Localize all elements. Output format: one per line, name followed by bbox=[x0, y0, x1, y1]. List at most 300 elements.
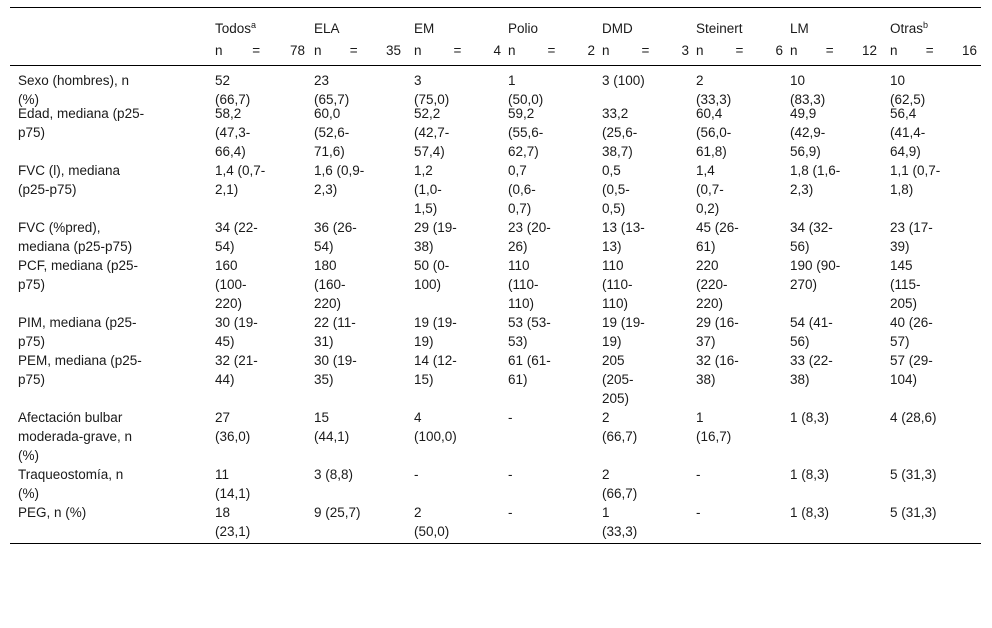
table-cell bbox=[508, 503, 513, 522]
cell-line: 2 bbox=[602, 467, 610, 482]
column-name bbox=[414, 18, 501, 40]
cell-line: (110- bbox=[508, 277, 539, 292]
table-cell bbox=[508, 408, 513, 427]
cell-line: 5 (31,3) bbox=[890, 505, 937, 520]
cell-line: 32 (16- bbox=[696, 353, 739, 368]
cell-line: 30 (19- bbox=[215, 315, 258, 330]
cell-line: (115- bbox=[890, 277, 921, 292]
cell-line: 61,8) bbox=[696, 144, 727, 159]
table-cell bbox=[790, 313, 833, 351]
column-name-text: Polio bbox=[508, 21, 539, 36]
table-cell bbox=[890, 408, 937, 427]
row-label-line: Afectación bulbar bbox=[18, 410, 123, 425]
table-cell bbox=[314, 408, 349, 446]
cell-line: 37) bbox=[696, 334, 716, 349]
table-cell bbox=[696, 465, 701, 484]
column-header bbox=[790, 18, 877, 62]
row-label-line: moderada-grave, n bbox=[18, 429, 133, 444]
cell-line: (33,3) bbox=[602, 524, 638, 539]
table-cell bbox=[602, 256, 633, 313]
row-label bbox=[18, 161, 178, 199]
row-label bbox=[18, 503, 178, 522]
table-cell bbox=[602, 408, 637, 446]
row-label-line: p75) bbox=[18, 372, 46, 387]
table-cell bbox=[890, 313, 933, 351]
column-header bbox=[508, 18, 595, 62]
table-cell bbox=[696, 218, 739, 256]
column-name-text: Otras bbox=[890, 21, 924, 36]
column-sample-size bbox=[314, 40, 401, 62]
equals-sign: = bbox=[641, 43, 650, 58]
cell-line: 1 (8,3) bbox=[790, 505, 830, 520]
cell-line: 110) bbox=[602, 296, 629, 311]
footnote-marker: a bbox=[251, 20, 257, 30]
cell-line: 58,2 bbox=[215, 106, 242, 121]
table-row bbox=[10, 351, 981, 408]
table-cell bbox=[314, 104, 349, 161]
cell-line: (66,7) bbox=[602, 429, 638, 444]
table-cell bbox=[414, 465, 419, 484]
cell-line: 56,9) bbox=[790, 144, 821, 159]
cell-line: (42,7- bbox=[414, 125, 450, 140]
cell-line: 34 (32- bbox=[790, 220, 833, 235]
cell-line: (50,0) bbox=[414, 524, 450, 539]
cell-line: 45) bbox=[215, 334, 235, 349]
cell-line: (47,3- bbox=[215, 125, 251, 140]
column-name-text: Todos bbox=[215, 21, 252, 36]
column-name-text: ELA bbox=[314, 21, 340, 36]
cell-line: (62,5) bbox=[890, 92, 926, 107]
cell-line: 35) bbox=[314, 372, 334, 387]
equals-sign: = bbox=[252, 43, 261, 58]
table-cell bbox=[890, 465, 937, 484]
cell-line: 2,3) bbox=[790, 182, 814, 197]
cell-line: 61) bbox=[696, 239, 716, 254]
table-cell bbox=[314, 256, 346, 313]
table-cell bbox=[602, 351, 634, 408]
cell-line: 60,0 bbox=[314, 106, 341, 121]
cell-line: 29 (19- bbox=[414, 220, 457, 235]
table-cell bbox=[790, 218, 833, 256]
table-cell bbox=[314, 161, 364, 199]
cell-line: (220- bbox=[696, 277, 728, 292]
equals-sign: = bbox=[825, 43, 834, 58]
table-cell bbox=[508, 218, 551, 256]
table-cell bbox=[696, 104, 731, 161]
table-cell bbox=[215, 408, 250, 446]
cell-line: 38) bbox=[696, 372, 716, 387]
row-label bbox=[18, 104, 178, 142]
cell-line: (110- bbox=[602, 277, 633, 292]
row-label-line: PEG, n (%) bbox=[18, 505, 87, 520]
n-value: 12 bbox=[861, 43, 877, 58]
n-value: 4 bbox=[493, 43, 501, 58]
cell-line: 38) bbox=[414, 239, 434, 254]
cell-line: 57) bbox=[890, 334, 910, 349]
table-cell bbox=[696, 351, 739, 389]
cell-line: 29 (16- bbox=[696, 315, 739, 330]
footnote-marker: b bbox=[923, 20, 929, 30]
cell-line: 19) bbox=[602, 334, 622, 349]
table-cell bbox=[696, 408, 731, 446]
row-label bbox=[18, 408, 178, 465]
cell-line: 104) bbox=[890, 372, 918, 387]
cell-line: 66,4) bbox=[215, 144, 246, 159]
table-cell bbox=[314, 465, 353, 484]
cell-line: - bbox=[696, 467, 701, 482]
cell-line: (14,1) bbox=[215, 486, 251, 501]
cell-line: 32 (21- bbox=[215, 353, 258, 368]
cell-line: 190 (90- bbox=[790, 258, 841, 273]
cell-line: 220 bbox=[696, 258, 719, 273]
table-cell bbox=[508, 256, 539, 313]
column-sample-size bbox=[508, 40, 595, 62]
table-cell bbox=[414, 351, 457, 389]
equals-sign: = bbox=[547, 43, 556, 58]
cell-line: (100,0) bbox=[414, 429, 457, 444]
table-row bbox=[10, 503, 981, 543]
table-body bbox=[10, 66, 981, 543]
table-row bbox=[10, 408, 981, 465]
table-cell bbox=[790, 503, 829, 522]
column-header bbox=[215, 18, 305, 62]
table-row bbox=[10, 256, 981, 313]
cell-line: 1,2 bbox=[414, 163, 433, 178]
cell-line: (0,5- bbox=[602, 182, 630, 197]
cell-line: 2 bbox=[414, 505, 422, 520]
table-cell bbox=[414, 503, 449, 541]
cell-line: 60,4 bbox=[696, 106, 723, 121]
cell-line: 145 bbox=[890, 258, 913, 273]
table-cell bbox=[602, 313, 645, 351]
equals-sign: = bbox=[925, 43, 934, 58]
cell-line: (23,1) bbox=[215, 524, 251, 539]
row-label bbox=[18, 351, 178, 389]
row-label-line: Traqueostomía, n bbox=[18, 467, 124, 482]
cell-line: 31) bbox=[314, 334, 334, 349]
cell-line: 11 bbox=[215, 467, 230, 482]
table-cell bbox=[790, 256, 840, 294]
table-cell bbox=[696, 503, 701, 522]
cell-line: 62,7) bbox=[508, 144, 539, 159]
cell-line: 180 bbox=[314, 258, 337, 273]
table-cell bbox=[215, 313, 258, 351]
table-cell bbox=[890, 161, 940, 199]
cell-line: 1,8 (1,6- bbox=[790, 163, 841, 178]
table-cell bbox=[602, 161, 630, 218]
cell-line: 33,2 bbox=[602, 106, 629, 121]
table-cell bbox=[414, 161, 442, 218]
cell-line: 1,5) bbox=[414, 201, 438, 216]
n-symbol: n bbox=[890, 43, 898, 58]
column-header bbox=[602, 18, 689, 62]
column-name bbox=[790, 18, 877, 40]
cell-line: 1 bbox=[508, 73, 516, 88]
cell-line: (0,7- bbox=[696, 182, 724, 197]
table-cell bbox=[696, 256, 728, 313]
column-sample-size bbox=[790, 40, 877, 62]
cell-line: 59,2 bbox=[508, 106, 535, 121]
cell-line: (44,1) bbox=[314, 429, 350, 444]
cell-line: 1 (8,3) bbox=[790, 410, 830, 425]
cell-line: 15) bbox=[414, 372, 434, 387]
cell-line: 50 (0- bbox=[414, 258, 450, 273]
table-cell bbox=[602, 218, 645, 256]
table-cell bbox=[314, 218, 357, 256]
cell-line: 54) bbox=[215, 239, 235, 254]
cell-line: 38,7) bbox=[602, 144, 633, 159]
cell-line: 3 bbox=[414, 73, 422, 88]
cell-line: 205 bbox=[602, 353, 625, 368]
table-cell bbox=[414, 408, 457, 446]
cell-line: 205) bbox=[890, 296, 918, 311]
cell-line: 19 (19- bbox=[414, 315, 457, 330]
cell-line: (41,4- bbox=[890, 125, 926, 140]
cell-line: 27 bbox=[215, 410, 231, 425]
cell-line: - bbox=[696, 505, 701, 520]
table-row bbox=[10, 218, 981, 256]
column-name bbox=[602, 18, 689, 40]
n-value: 2 bbox=[587, 43, 595, 58]
n-symbol: n bbox=[414, 43, 422, 58]
table-cell bbox=[215, 351, 258, 389]
row-label-line: PEM, mediana (p25- bbox=[18, 353, 142, 368]
table-cell bbox=[890, 218, 933, 256]
cell-line: 71,6) bbox=[314, 144, 345, 159]
cell-line: 26) bbox=[508, 239, 528, 254]
row-label-line: FVC (l), mediana bbox=[18, 163, 121, 178]
row-label-line: PIM, mediana (p25- bbox=[18, 315, 137, 330]
row-label-line: p75) bbox=[18, 125, 46, 140]
table-row bbox=[10, 161, 981, 218]
table-cell bbox=[602, 104, 637, 161]
cell-line: (0,6- bbox=[508, 182, 536, 197]
cell-line: 19) bbox=[414, 334, 434, 349]
column-header bbox=[696, 18, 783, 62]
column-sample-size bbox=[696, 40, 783, 62]
table-cell bbox=[508, 104, 543, 161]
cell-line: 36 (26- bbox=[314, 220, 357, 235]
table-cell bbox=[508, 351, 551, 389]
cell-line: 220) bbox=[215, 296, 243, 311]
row-label bbox=[18, 256, 178, 294]
column-header bbox=[890, 18, 977, 62]
n-value: 3 bbox=[681, 43, 689, 58]
cell-line: (16,7) bbox=[696, 429, 732, 444]
table-cell bbox=[890, 351, 933, 389]
cell-line: 23 (17- bbox=[890, 220, 933, 235]
row-label bbox=[18, 313, 178, 351]
cell-line: 57 (29- bbox=[890, 353, 933, 368]
row-label-line: (%) bbox=[18, 92, 39, 107]
cell-line: 0,7 bbox=[508, 163, 527, 178]
cell-line: 5 (31,3) bbox=[890, 467, 937, 482]
cell-line: (100- bbox=[215, 277, 247, 292]
table-cell bbox=[215, 218, 258, 256]
cell-line: (205- bbox=[602, 372, 634, 387]
cell-line: (42,9- bbox=[790, 125, 826, 140]
n-symbol: n bbox=[314, 43, 322, 58]
n-value: 35 bbox=[385, 43, 401, 58]
table-cell bbox=[215, 503, 250, 541]
equals-sign: = bbox=[735, 43, 744, 58]
cell-line: 13) bbox=[602, 239, 622, 254]
cell-line: 40 (26- bbox=[890, 315, 933, 330]
cell-line: 0,5) bbox=[602, 201, 626, 216]
cell-line: 39) bbox=[890, 239, 910, 254]
cell-line: 0,2) bbox=[696, 201, 720, 216]
table-cell bbox=[508, 161, 536, 218]
table-cell bbox=[508, 313, 551, 351]
table-cell bbox=[890, 104, 925, 161]
row-label-line: mediana (p25-p75) bbox=[18, 239, 133, 254]
cell-line: (160- bbox=[314, 277, 346, 292]
cell-line: 56,4 bbox=[890, 106, 917, 121]
cell-line: 33 (22- bbox=[790, 353, 833, 368]
cell-line: 2,1) bbox=[215, 182, 239, 197]
cell-line: 15 bbox=[314, 410, 330, 425]
table-cell bbox=[890, 503, 937, 522]
table-cell bbox=[602, 503, 637, 541]
cell-line: 2,3) bbox=[314, 182, 338, 197]
cell-line: 52 bbox=[215, 73, 231, 88]
cell-line: 49,9 bbox=[790, 106, 817, 121]
cell-line: 54 (41- bbox=[790, 315, 833, 330]
table-cell bbox=[790, 408, 829, 427]
table-cell bbox=[696, 161, 724, 218]
cell-line: 64,9) bbox=[890, 144, 921, 159]
table-cell bbox=[314, 503, 361, 522]
table-cell bbox=[215, 161, 265, 199]
row-label-line: (p25-p75) bbox=[18, 182, 77, 197]
equals-sign: = bbox=[349, 43, 358, 58]
column-sample-size bbox=[215, 40, 305, 62]
cell-line: 44) bbox=[215, 372, 235, 387]
cell-line: 23 (20- bbox=[508, 220, 551, 235]
row-label-line: PCF, mediana (p25- bbox=[18, 258, 139, 273]
cell-line: 2 bbox=[602, 410, 610, 425]
n-symbol: n bbox=[602, 43, 610, 58]
column-sample-size bbox=[890, 40, 977, 62]
cell-line: (52,6- bbox=[314, 125, 350, 140]
column-header bbox=[414, 18, 501, 62]
cell-line: - bbox=[508, 410, 513, 425]
cell-line: 61 (61- bbox=[508, 353, 551, 368]
table-cell bbox=[215, 104, 250, 161]
cell-line: 38) bbox=[790, 372, 810, 387]
cell-line: 1 bbox=[696, 410, 704, 425]
cell-line: 2 bbox=[696, 73, 704, 88]
row-label-line: (%) bbox=[18, 486, 39, 501]
table-cell bbox=[314, 313, 356, 351]
row-label-line: p75) bbox=[18, 277, 46, 292]
cell-line: 1,8) bbox=[890, 182, 914, 197]
cell-line: 1 bbox=[602, 505, 610, 520]
table-cell bbox=[414, 104, 449, 161]
table-header-row bbox=[10, 8, 981, 66]
data-table bbox=[10, 7, 981, 544]
table-cell bbox=[790, 161, 840, 199]
column-name bbox=[696, 18, 783, 40]
cell-line: 56) bbox=[790, 239, 810, 254]
table-cell bbox=[215, 465, 250, 503]
table-cell bbox=[414, 218, 457, 256]
cell-line: 30 (19- bbox=[314, 353, 357, 368]
table-row bbox=[10, 465, 981, 503]
cell-line: (55,6- bbox=[508, 125, 544, 140]
cell-line: (66,7) bbox=[215, 92, 251, 107]
cell-line: - bbox=[508, 467, 513, 482]
n-symbol: n bbox=[508, 43, 516, 58]
table-row bbox=[10, 313, 981, 351]
column-name bbox=[215, 18, 305, 40]
cell-line: (65,7) bbox=[314, 92, 350, 107]
cell-line: - bbox=[414, 467, 419, 482]
cell-line: 100) bbox=[414, 277, 442, 292]
table-cell bbox=[790, 104, 825, 161]
cell-line: 22 (11- bbox=[314, 315, 356, 330]
cell-line: 10 bbox=[890, 73, 906, 88]
table-cell bbox=[414, 313, 457, 351]
n-symbol: n bbox=[696, 43, 704, 58]
table-cell bbox=[508, 465, 513, 484]
cell-line: (66,7) bbox=[602, 486, 638, 501]
cell-line: 1,4 (0,7- bbox=[215, 163, 266, 178]
cell-line: 1 (8,3) bbox=[790, 467, 830, 482]
cell-line: 3 (100) bbox=[602, 73, 645, 88]
column-name bbox=[890, 18, 977, 40]
table-row bbox=[10, 66, 981, 107]
cell-line: 56) bbox=[790, 334, 810, 349]
row-label bbox=[18, 465, 178, 503]
row-label-line: p75) bbox=[18, 334, 46, 349]
cell-line: 0,5 bbox=[602, 163, 621, 178]
table-cell bbox=[790, 465, 829, 484]
cell-line: 205) bbox=[602, 391, 630, 406]
row-label-line: Sexo (hombres), n bbox=[18, 73, 130, 88]
table-cell bbox=[602, 465, 637, 503]
cell-line: (83,3) bbox=[790, 92, 826, 107]
cell-line: 53) bbox=[508, 334, 528, 349]
column-name-text: EM bbox=[414, 21, 435, 36]
cell-line: 53 (53- bbox=[508, 315, 551, 330]
cell-line: (25,6- bbox=[602, 125, 638, 140]
column-name bbox=[314, 18, 401, 40]
table-row bbox=[10, 104, 981, 161]
cell-line: 1,4 bbox=[696, 163, 715, 178]
cell-line: 110) bbox=[508, 296, 535, 311]
cell-line: 4 (28,6) bbox=[890, 410, 937, 425]
cell-line: 4 bbox=[414, 410, 422, 425]
column-name bbox=[508, 18, 595, 40]
cell-line: 1,6 (0,9- bbox=[314, 163, 365, 178]
n-value: 16 bbox=[961, 43, 977, 58]
table-cell bbox=[890, 256, 921, 313]
cell-line: 23 bbox=[314, 73, 330, 88]
cell-line: 54) bbox=[314, 239, 334, 254]
row-label-line: FVC (%pred), bbox=[18, 220, 101, 235]
cell-line: (33,3) bbox=[696, 92, 732, 107]
table-cell bbox=[314, 351, 357, 389]
cell-line: 57,4) bbox=[414, 144, 445, 159]
cell-line: (75,0) bbox=[414, 92, 450, 107]
cell-line: 45 (26- bbox=[696, 220, 739, 235]
n-value: 6 bbox=[775, 43, 783, 58]
column-name-text: Steinert bbox=[696, 21, 743, 36]
cell-line: 19 (19- bbox=[602, 315, 645, 330]
cell-line: 9 (25,7) bbox=[314, 505, 361, 520]
cell-line: 110 bbox=[602, 258, 624, 273]
